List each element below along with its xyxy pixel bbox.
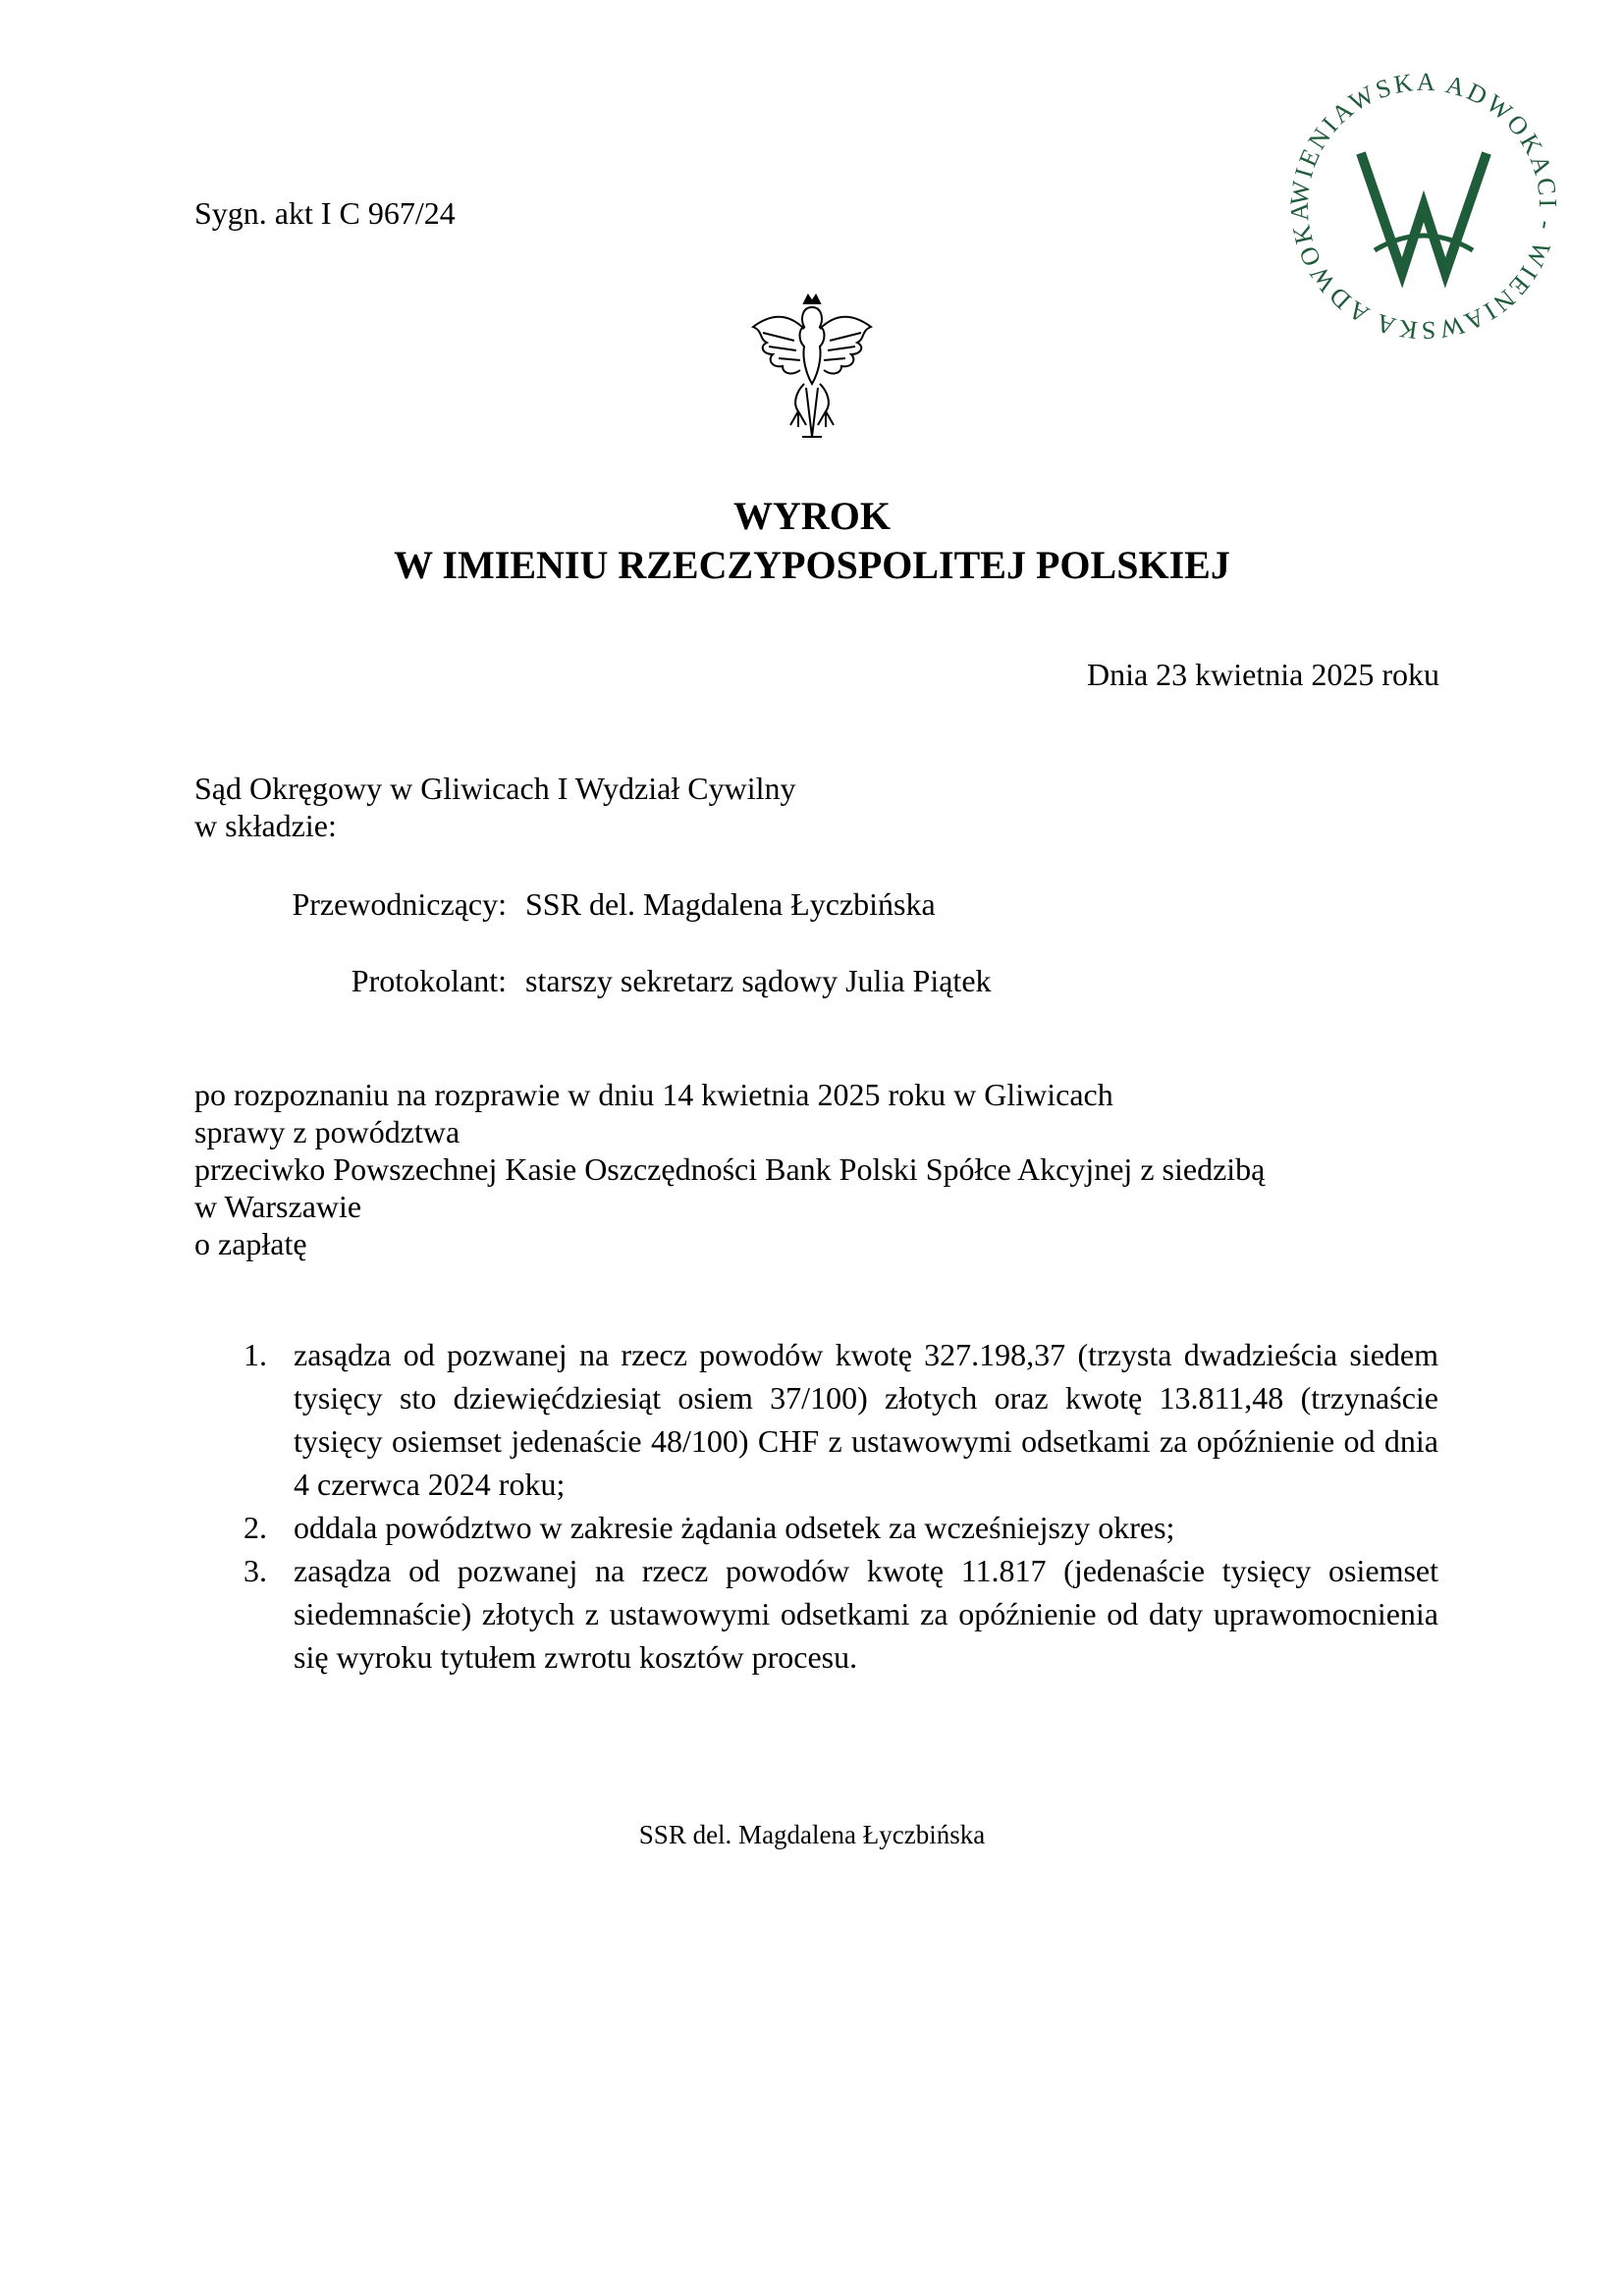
judgment-date: Dnia 23 kwietnia 2025 roku <box>1086 657 1439 692</box>
document-subtitle: W IMIENIU RZECZYPOSPOLITEJ POLSKIEJ <box>394 543 1230 587</box>
clerk-label: Protokolant: <box>351 963 507 998</box>
clerk-value: starszy sekretarz sądowy Julia Piątek <box>525 963 992 998</box>
court-name: Sąd Okręgowy w Gliwicach I Wydział Cywilny <box>194 771 796 806</box>
law-firm-stamp <box>1276 59 1571 353</box>
chair-label: Przewodniczący: <box>292 886 507 922</box>
ruling-list <box>194 1333 1438 1679</box>
ruling-item-text: oddala powództwo w zakresie żądania odsetek za wcześniejszy okres; <box>294 1510 1175 1545</box>
ruling-item <box>194 1333 1438 1506</box>
ruling-item-number: 1. <box>244 1337 267 1372</box>
case-info-line: o zapłatę <box>194 1226 307 1261</box>
ruling-item-text: zasądza od pozwanej na rzecz powodów kwotę 11.817 (jedenaście tysięcy osiemset siedemnaście) złotych z ustawowymi odsetkami za opóźnienie od daty uprawomocnienia się wyroku tytułem zwrotu kosztów procesu. <box>294 1553 1438 1675</box>
ruling-item-text: zasądza od pozwanej na rzecz powodów kwotę 327.198,37 (trzysta dwadzieścia siedem tysięcy sto dziewięćdziesiąt osiem 37/100) złotych oraz kwotę 13.811,48 (trzynaście tysięcy osiemset jedenaście 48/100) CHF z ustawowymi odsetkami za opóźnienie od dnia 4 czerwca 2024 roku; <box>294 1337 1438 1502</box>
case-reference: Sygn. akt I C 967/24 <box>194 195 456 231</box>
stamp-monogram-w <box>1361 153 1487 273</box>
ruling-item-number: 3. <box>244 1553 267 1588</box>
ruling-item <box>194 1506 1438 1549</box>
case-info-line: po rozpoznaniu na rozprawie w dniu 14 kwietnia 2025 roku w Gliwicach <box>194 1077 1113 1112</box>
ruling-item-number: 2. <box>244 1510 267 1545</box>
eagle-icon <box>743 290 881 447</box>
stamp-text: WIENIAWSKA ADWOKACI - WIENIAWSKA ADWOKA <box>1284 67 1563 346</box>
polish-eagle-emblem <box>743 290 881 447</box>
case-info-line: w Warszawie <box>194 1189 362 1224</box>
judge-signature: SSR del. Magdalena Łyczbińska <box>638 1820 986 1849</box>
ruling-item <box>194 1549 1438 1679</box>
document-title: WYROK <box>733 494 891 538</box>
stamp-icon <box>1276 59 1571 353</box>
court-composition-label: w składzie: <box>194 808 337 843</box>
chair-value: SSR del. Magdalena Łyczbińska <box>525 886 936 922</box>
case-info-line: sprawy z powództwa <box>194 1114 460 1149</box>
case-info-line: przeciwko Powszechnej Kasie Oszczędności Bank Polski Spółce Akcyjnej z siedzibą <box>194 1151 1266 1187</box>
